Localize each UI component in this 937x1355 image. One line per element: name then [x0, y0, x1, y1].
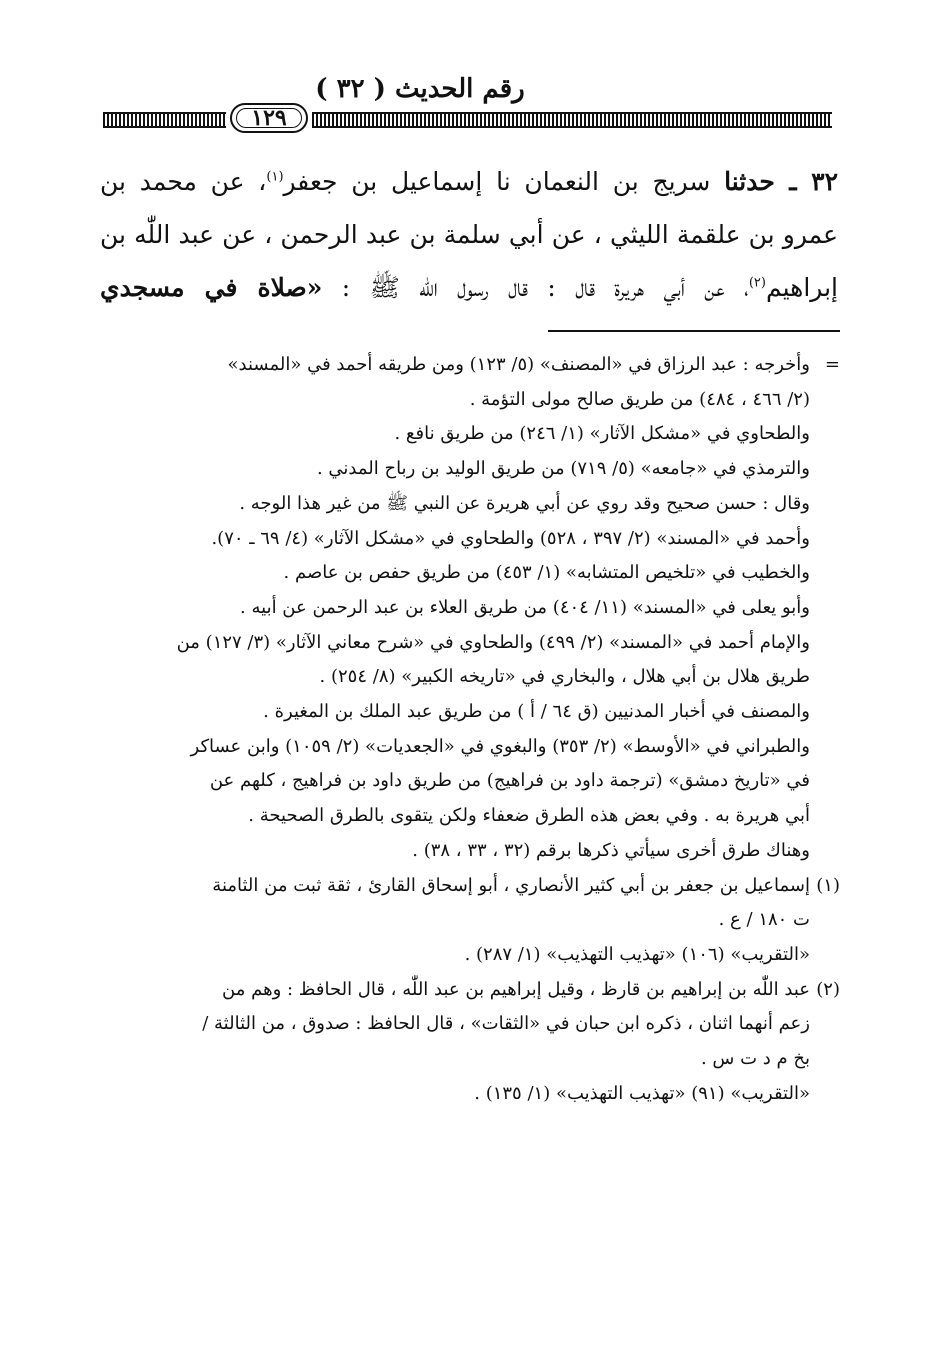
footnote-1-marker: (١) — [816, 874, 840, 896]
footnote-line: والترمذي في «جامعه» (٥/ ٧١٩) من طريق الوليد بن رباح المدني . — [316, 458, 810, 480]
footnote-text: إسماعيل بن جعفر بن أبي كثير الأنصاري ، أبو إسحاق القارئ ، ثقة ثبت من الثامنة — [212, 874, 810, 896]
footnote-line: (٢/ ٤٦٦ ، ٤٨٤) من طريق صالح مولى التؤمة . — [469, 388, 810, 410]
hadith-text-segment: سريج بن النعمان نا إسماعيل بن جعفر — [283, 167, 725, 196]
footnote-text: وأخرجه : عبد الرزاق في «المصنف» (٥/ ١٢٣) ومن طريقه أحمد في «المسند» — [227, 354, 810, 375]
footnotes — [100, 348, 840, 1111]
page-number: ١٢٩ — [230, 103, 308, 133]
footnote-2-marker: (٢) — [816, 978, 840, 1000]
footnote-line: أبي هريرة به . وفي بعض هذه الطرق ضعفاء ولكن يتقوى بالطرق الصحيحة . — [248, 805, 810, 827]
footnote-line — [100, 348, 840, 383]
footnote-line: وأحمد في «المسند» (٢/ ٣٩٧ ، ٥٢٨) والطحاوي في «مشكل الآثار» (٤/ ٦٩ ـ ٧٠). — [211, 527, 810, 549]
footnote-line: ت ١٨٠ / ع . — [718, 909, 810, 931]
footnote-line: «التقريب» (١٠٦) «تهذيب التهذيب» (١/ ٢٨٧) . — [464, 943, 810, 965]
footnote-2 — [100, 973, 840, 1008]
footnote-line: وهناك طرق أخرى سيأتي ذكرها برقم (٣٢ ، ٣٣ ، ٣٨) . — [412, 839, 810, 861]
footnote-line: زعم أنهما اثنان ، ذكره ابن حبان في «الثقات» ، قال الحافظ : صدوق ، من الثالثة / — [202, 1013, 810, 1035]
footnote-text: عبد اللّٰه بن إبراهيم بن قارظ ، وقيل إبراهيم بن عبد اللّٰه ، قال الحافظ : وهم من — [222, 978, 810, 1000]
hadith-line-3 — [100, 261, 838, 314]
footnote-line: والطبراني في «الأوسط» (٢/ ٣٥٣) والبغوي في «الجعديات» (٢/ ١٠٥٩) وابن عساكر — [190, 735, 810, 757]
footnote-line: طريق هلال بن أبي هلال ، والبخاري في «تاريخه الكبير» (٨/ ٢٥٤) . — [319, 666, 810, 688]
footnote-ref-1: (١) — [266, 169, 284, 185]
footnote-ref-2: (٢) — [748, 275, 766, 291]
hadith-number: ٣٢ ـ حدثنا — [724, 167, 838, 196]
hadith-text — [100, 155, 838, 314]
footnote-1 — [100, 869, 840, 904]
hadith-line-2: عمرو بن علقمة الليثي ، عن أبي سلمة بن عبد الرحمن ، عن عبد اللّٰه بن — [100, 220, 838, 249]
footnote-line: والمصنف في أخبار المدنيين (ق ٦٤ / أ ) من طريق عبد الملك بن المغيرة . — [263, 701, 810, 723]
hadith-text-segment: ، عن أبي هريرة قال : قال رسول اللّٰه ﷺ : — [322, 273, 749, 302]
footnote-line: والطحاوي في «مشكل الآثار» (١/ ٢٤٦) من طريق نافع . — [394, 423, 810, 445]
continuation-marker: = — [824, 354, 840, 375]
hadith-text-segment: إبراهيم — [765, 273, 838, 302]
footnote-line: والخطيب في «تلخيص المتشابه» (١/ ٤٥٣) من طريق حفص بن عاصم . — [283, 562, 810, 584]
footnote-line: وقال : حسن صحيح وقد روي عن أبي هريرة عن النبي ﷺ من غير هذا الوجه . — [239, 492, 810, 514]
header-rule-left — [103, 112, 226, 128]
footnote-line: والإمام أحمد في «المسند» (٢/ ٤٩٩) والطحاوي في «شرح معاني الآثار» (٣/ ١٢٧) من — [176, 631, 810, 653]
footnote-line: «التقريب» (٩١) «تهذيب التهذيب» (١/ ١٣٥) . — [474, 1082, 810, 1104]
footnote-line: في «تاريخ دمشق» (ترجمة داود بن فراهيج) من طريق داود بن فراهيج ، كلهم عن — [209, 770, 810, 792]
footnote-line: بخ م د ت س . — [700, 1048, 810, 1070]
hadith-line-1 — [100, 155, 838, 208]
hadith-matn-start: «صلاة في مسجدي — [100, 273, 323, 302]
running-title: رقم الحديث ( ٣٢ ) — [315, 74, 525, 104]
hadith-text-segment: ، عن محمد بن — [100, 167, 267, 196]
header-rule-right — [312, 112, 832, 128]
footnote-separator — [548, 330, 840, 332]
footnote-line: وأبو يعلى في «المسند» (١١/ ٤٠٤) من طريق العلاء بن عبد الرحمن عن أبيه . — [240, 596, 810, 618]
